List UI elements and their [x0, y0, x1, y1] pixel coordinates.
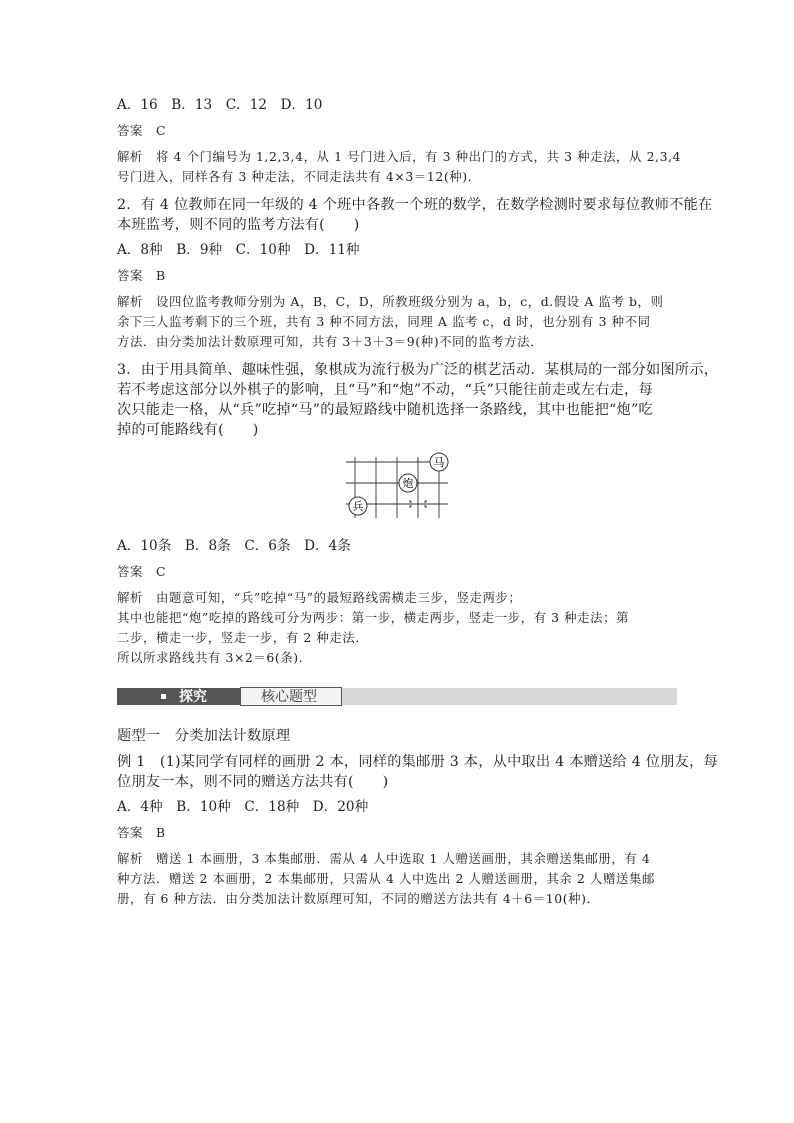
example1-answer: 答案 B	[117, 825, 166, 840]
q3-answer: 答案 C	[117, 564, 167, 579]
q3-analysis-line: 其中也能把“炮”吃掉的路线可分为两步：第一步，横走两步，竖走一步，有 3 种走法；第	[117, 610, 630, 625]
q3-stem-line: 若不考虑这部分以外棋子的影响，且“马”和“炮”不动，“兵”只能往前走或左右走，每	[117, 382, 653, 398]
chess-board-figure	[117, 452, 677, 528]
example1-analysis-line: 解析 赠送 1 本画册，3 本集邮册．需从 4 人中选取 1 人赠送画册，其余赠送集邮册，有 4	[117, 851, 651, 866]
banner-label-explore: 探究	[179, 689, 207, 705]
q2-analysis	[117, 292, 677, 352]
q3-stem	[117, 360, 719, 440]
q1-analysis-line: 号门进入，同样各有 3 种走法，不同走法共有 4×3＝12(种)．	[117, 169, 481, 184]
piece-ma-label: 马	[433, 456, 445, 469]
q2-analysis-line: 方法．由分类加法计数原理可知，共有 3＋3＋3＝9(种)不同的监考方法．	[117, 334, 544, 349]
banner-label-core-types: 核心题型	[261, 689, 317, 705]
example1-analysis	[117, 849, 677, 909]
example1-stem	[117, 752, 718, 792]
q2-analysis-line: 解析 设四位监考教师分别为 A，B，C，D，所教班级分别为 a，b，c，d.假设 A 监考 b，则	[117, 294, 664, 309]
banner-bullet-icon	[161, 694, 166, 699]
q3-stem-line: 次只能走一格，从“兵”吃掉“马”的最短路线中随机选择一条路线，其中也能把“炮”吃	[117, 402, 653, 418]
example1-options: A．4种 B．10种 C．18种 D．20种	[117, 799, 369, 815]
q3-options: A．10条 B．8条 C．6条 D．4条	[117, 538, 351, 554]
piece-ma	[430, 453, 448, 471]
q2-stem-line: 本班监考，则不同的监考方法有( )	[117, 217, 360, 233]
chess-board-diagram	[342, 452, 452, 528]
piece-bing	[349, 497, 367, 515]
q2-analysis-line: 余下三人监考剩下的三个班，共有 3 种不同方法，同理 A 监考 c，d 时，也分别有 3 种不同	[117, 314, 651, 329]
q2-stem	[117, 195, 713, 235]
example1-analysis-line: 种方法．赠送 2 本画册，2 本集邮册，只需从 4 人中选出 2 人赠送画册，其余 2 人赠送集邮	[117, 871, 655, 886]
q2-options: A．8种 B．9种 C．10种 D．11种	[117, 242, 360, 258]
q3-analysis-line: 所以所求路线共有 3×2＝6(条)．	[117, 650, 312, 665]
type1-title: 题型一 分类加法计数原理	[117, 728, 291, 744]
q3-analysis	[117, 588, 677, 668]
q3-stem-line: 掉的可能路线有( )	[117, 422, 259, 438]
example1-stem-line: 位朋友一本，则不同的赠送方法共有( )	[117, 774, 389, 790]
piece-pao	[399, 474, 417, 492]
example1-stem-line: 例 1 (1)某同学有同样的画册 2 本，同样的集邮册 3 本，从中取出 4 本赠送给 4 位朋友，每	[117, 754, 718, 770]
q1-answer: 答案 C	[117, 123, 167, 138]
document-page	[117, 90, 719, 909]
section-banner	[117, 686, 677, 708]
piece-pao-label: 炮	[402, 477, 414, 490]
example1-analysis-line: 册，有 6 种方法．由分类加法计数原理可知，不同的赠送方法共有 4＋6＝10(种)．	[117, 891, 600, 906]
q3-analysis-line: 二步，横走一步，竖走一步，有 2 种走法．	[117, 630, 369, 645]
q3-stem-line: 3．由于用具简单、趣味性强，象棋成为流行极为广泛的棋艺活动．某棋局的一部分如图所示，	[117, 362, 719, 378]
q3-analysis-line: 解析 由题意可知，“兵”吃掉“马”的最短路线需横走三步，竖走两步；	[117, 590, 522, 605]
q1-analysis-line: 解析 将 4 个门编号为 1,2,3,4，从 1 号门进入后，有 3 种出门的方式，共 3 种走法，从 2,3,4	[117, 149, 682, 164]
q1-analysis	[117, 147, 682, 187]
q1-options: A．16 B．13 C．12 D．10	[117, 97, 323, 113]
piece-bing-label: 兵	[352, 500, 364, 513]
q2-stem-line: 2．有 4 位教师在同一年级的 4 个班中各教一个班的数学，在数学检测时要求每位教师不能在	[117, 197, 713, 213]
q2-answer: 答案 B	[117, 268, 166, 283]
